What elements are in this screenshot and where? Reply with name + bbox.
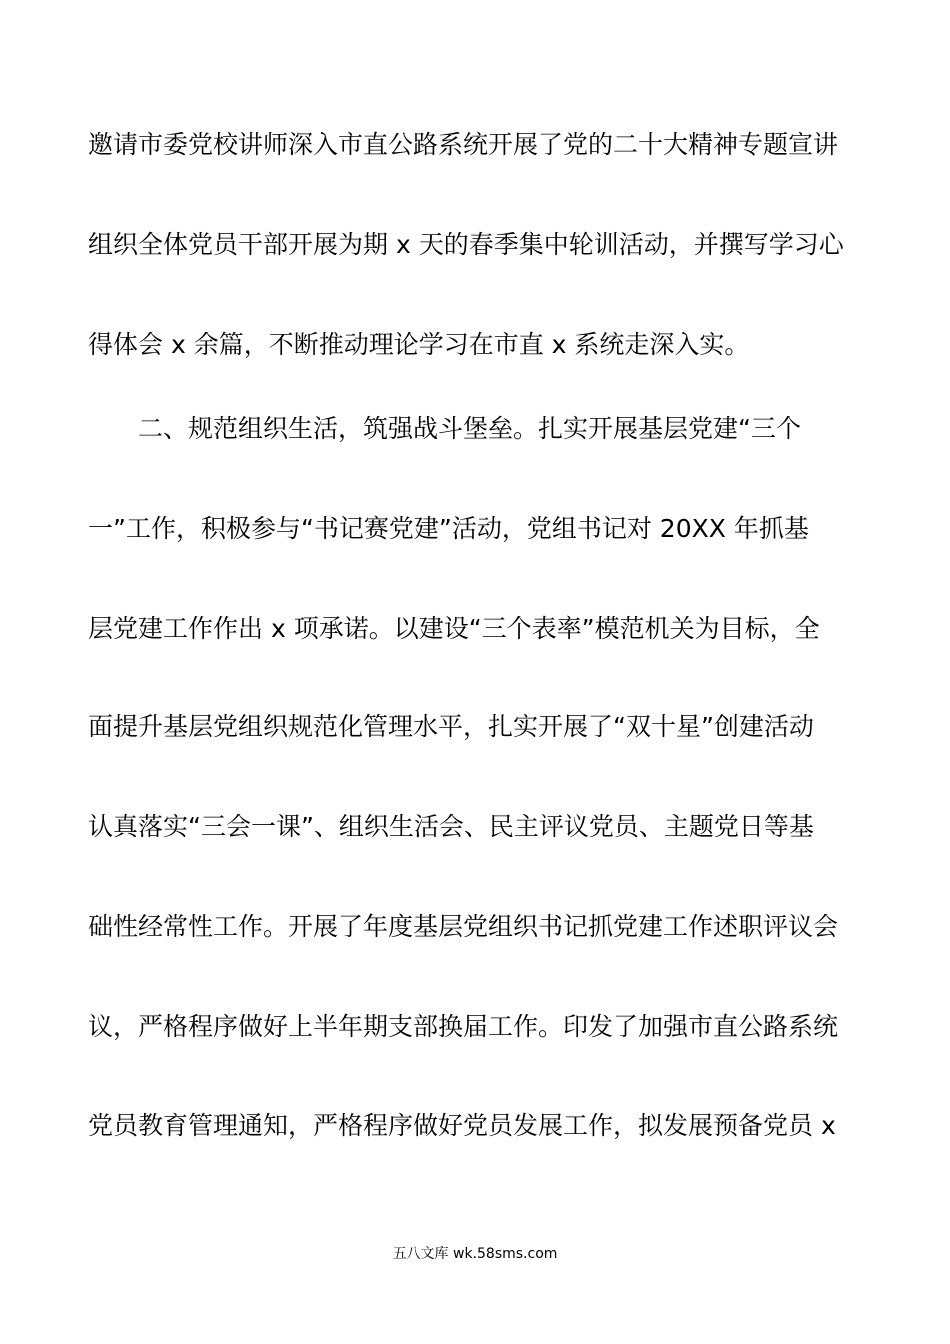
text-line: 组织全体党员干部开展为期 x 天的春季集中轮训活动，并撰写学习心 — [88, 230, 844, 259]
text-line: 面提升基层党组织规范化管理水平，扎实开展了“双十星”创建活动 — [88, 712, 814, 741]
text-line: 议，严格程序做好上半年期支部换届工作。印发了加强市直公路系统 — [88, 1012, 839, 1041]
text-line: 认真落实“三会一课”、组织生活会、民主评议党员、主题党日等基 — [88, 812, 814, 841]
text-line: 层党建工作作出 x 项承诺。以建设“三个表率”模范机关为目标，全 — [88, 614, 820, 643]
text-line: 得体会 x 余篇，不断推动理论学习在市直 x 系统走深入实。 — [88, 330, 750, 359]
paragraph-heading-line: 二、规范组织生活，筑强战斗堡垒。扎实开展基层党建“三个 — [138, 414, 801, 443]
text-line: 础性经常性工作。开展了年度基层党组织书记抓党建工作述职评议会 — [88, 912, 839, 941]
page-footer-watermark: 五八文库 wk.58sms.com — [392, 1246, 558, 1262]
text-line: 一”工作，积极参与“书记赛党建”活动，党组书记对 20XX 年抓基 — [88, 514, 809, 543]
text-line: 邀请市委党校讲师深入市直公路系统开展了党的二十大精神专题宣讲 — [88, 130, 839, 159]
text-line: 党员教育管理通知，严格程序做好党员发展工作，拟发展预备党员 x — [88, 1111, 836, 1140]
